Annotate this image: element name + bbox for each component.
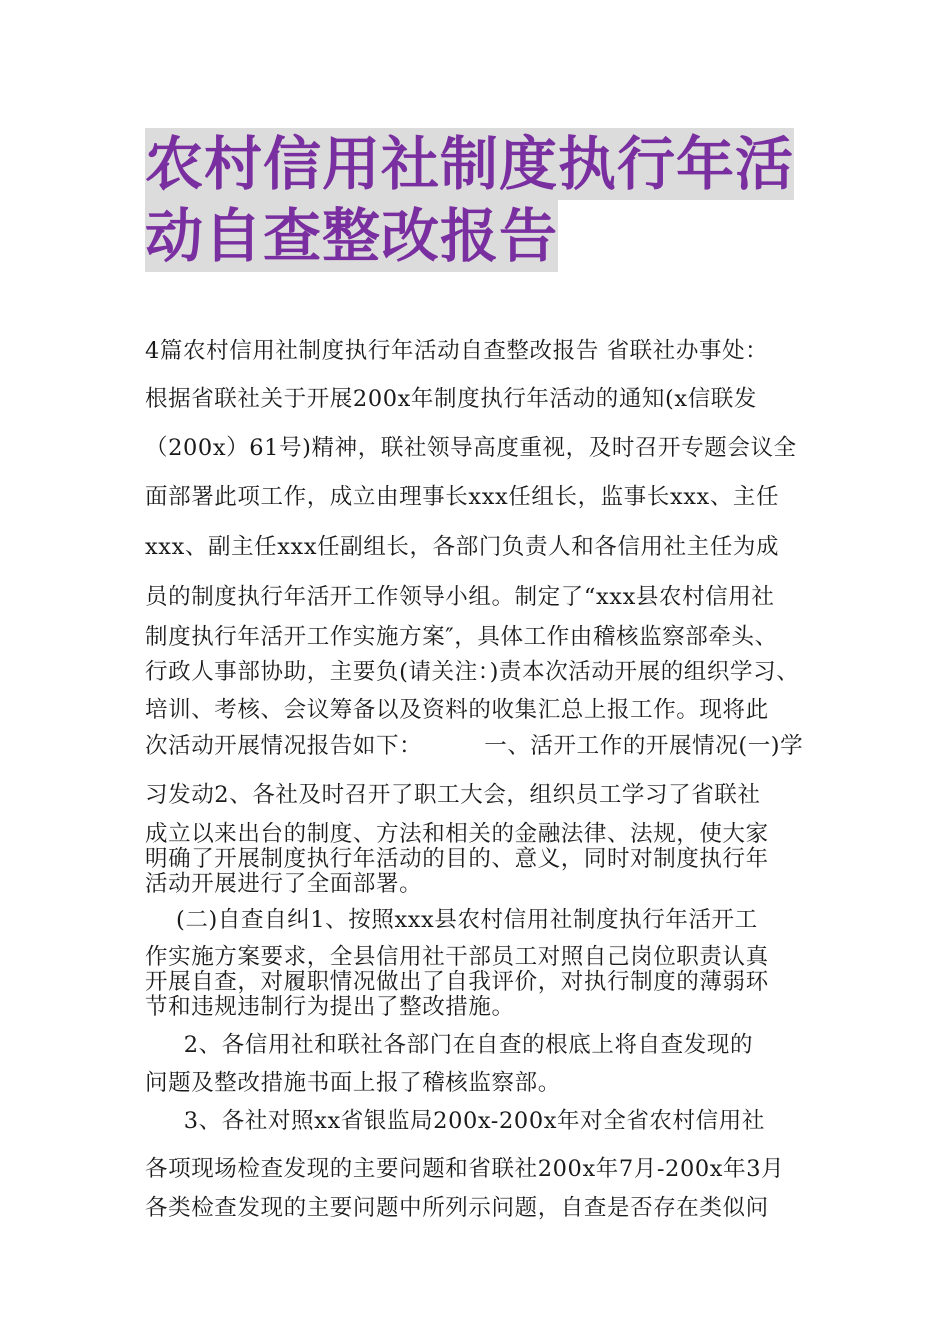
body-line: 开展自查，对履职情况做出了自我评价，对执行制度的薄弱环	[145, 969, 769, 995]
body-line: (二)自查自纠1、按照xxx县农村信用社制度执行年活开工	[145, 907, 758, 933]
body-line: 面部署此项工作，成立由理事长xxx任组长，监事长xxx、主任	[145, 484, 780, 510]
body-line: 根据省联社关于开展200x年制度执行年活动的通知(x信联发	[145, 386, 758, 412]
body-line: 习发动2、各社及时召开了职工大会，组织员工学习了省联社	[145, 782, 761, 808]
body-line: 节和违规违制行为提出了整改措施。	[145, 994, 515, 1020]
body-line: 各类检查发现的主要问题中所列示问题，自查是否存在类似问	[145, 1195, 769, 1221]
title-line-2: 动自查整改报告	[145, 202, 559, 270]
body-line: 培训、考核、会议筹备以及资料的收集汇总上报工作。现将此	[145, 697, 769, 723]
body-line: 员的制度执行年活开工作领导小组。制定了“xxx县农村信用社	[145, 584, 775, 610]
body-line: 明确了开展制度执行年活动的目的、意义，同时对制度执行年	[145, 846, 769, 872]
body-line: （200x）61号)精神，联社领导高度重视，及时召开专题会议全	[145, 435, 797, 461]
body-line: 作实施方案要求，全县信用社干部员工对照自己岗位职责认真	[145, 944, 769, 970]
body-line: 各项现场检查发现的主要问题和省联社200x年7月-200x年3月	[145, 1156, 785, 1182]
body-line: xxx、副主任xxx任副组长，各部门负责人和各信用社主任为成	[145, 534, 780, 560]
body-line: 制度执行年活开工作实施方案″，具体工作由稽核监察部牵头、	[145, 624, 778, 650]
title-line-1: 农村信用社制度执行年活	[145, 130, 795, 198]
body-line: 4篇农村信用社制度执行年活动自查整改报告 省联社办事处：	[145, 338, 769, 364]
body-line: 3、各社对照xx省银监局200x-200x年对全省农村信用社	[145, 1108, 765, 1134]
body-line: 2、各信用社和联社各部门在自查的根底上将自查发现的	[145, 1032, 754, 1058]
body-line: 问题及整改措施书面上报了稽核监察部。	[145, 1070, 561, 1096]
body-line: 活动开展进行了全面部署。	[145, 871, 423, 897]
body-line: 成立以来出台的制度、方法和相关的金融法律、法规，使大家	[145, 821, 769, 847]
body-line: 次活动开展情况报告如下： 一、活开工作的开展情况(一)学	[145, 733, 804, 759]
body-line: 行政人事部协助，主要负(请关注：)责本次活动开展的组织学习、	[145, 659, 800, 685]
